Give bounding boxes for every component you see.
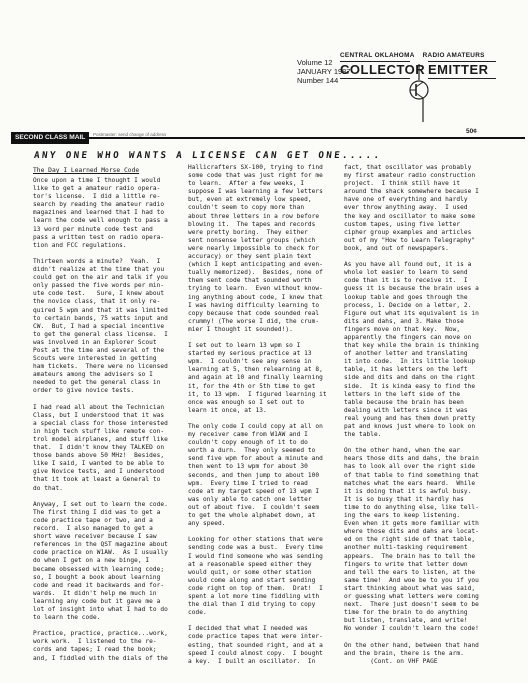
masthead-top-right: RADIO AMATEURS xyxy=(422,52,485,59)
article-column-3: fact, that oscillator was probably my first amateur radio construction project. I think still have it around the shack somewhere because I have one of everything and hardly ever throw anything away. I used the key and oscillator to make some custom tapes, using five letter cipher group examples and articles out of my "How to Learn Telegraphy" book, and out of newspapers. As you have all found out, it is a whole lot easier to learn to send code than it is to receive it. I guess it is because the brain uses a lookup table and goes through the process, 1. Decide on a letter, 2. Figure out what its equivalent is in dits and dahs, and 3. Make those fingers move on that key. Now, apparently the fingers can move on that key while the brain is thinking of another letter and translating it into code. In its little lookup table, it has letters on the left side and dits and dahs on the right side. It is kinda easy to find the letters in the left side of the table because the brain has been dealing with letters since it was real young and has them down pretty pat and knows just where to look on the table. On the other hand, when the ear hears those dits and dahs, the brain has to look all over the right side of that table to find something that matches what the ears heard. While it is doing that it is awful busy. It is so busy that it hardly has time to do anything else, like tell- ing the ears to keep listening. Even when it gets more familiar with where those dits and dahs are locat- ed on the right side of that table, another multi-tasking requirement appears. The brain has to tell the fingers to write that letter down and tell the ears to listen, at the same time! And woe be to you if you start thinking about what was said, or guessing what letters were coming next. There just doesn't seem to be time for the brain to do anything but listen, translate, and write! No wonder I couldn't learn the code! On the other hand, between that hand and the brain, there is the arm. (Cont. on VHF PAGE xyxy=(344,164,479,665)
headline: ANY ONE WHO WANTS A LICENSE CAN GET ONE..... xyxy=(33,150,383,161)
masthead-top xyxy=(340,52,485,59)
volume-line: Volume 12 xyxy=(297,58,333,67)
masthead-collector: COLLECTOR xyxy=(340,62,426,77)
article-column-1: Once upon a time I thought I would like to get a amateur radio opera- tor's license. I did a little re- search by reading the amateur radio magazines and learned that I had to learn the code well enough to pass a 13 word per minute code test and pass a written test on radio opera- tion and FCC regulations. Thirteen words a minute? Yeah. I didn't realize at the time that you could get on the air and talk if you only passed the five words per min- ute code test. Sure, I knew about the novice class, that it only re- quired 5 wpm and that it was limited to certain bands, 75 watts input and CW. But, I had a special incentive to get the general class license. I was involved in an Explorer Scout Post at the time and several of the Scouts were interested in getting ham tickets. There were no licensed amateurs among the advisers so I needed to get the general class in order to give novice tests. I had read all about the Technician Class, but I understood that it was a special class for those interested in high tech stuff like remote con- trol model airplanes, and stuff like that. I didn't know they TALKED on those bands above 50 MHz! Besides, like I said, I wanted to be able to give Novice tests, and I understood that it took at least a General to do that. Anyway, I set out to learn the code. The first thing I did was to get a code practice tape or two, and a record. I also managed to get a short wave receiver because I saw references in the QST magazine about code practice on W1AW. As I usually do when I get on a new binge, I became obsessed with learning code; so, I bought a book about learning code and read it backwards and for- wards. It didn't help me much in learning any code but it gave me a lot of insight into what I had to do to learn the code. Practice, practice, practice...work, work work. I listened to the re- cords and tapes; I read the book; and, I fiddled with the dials of the xyxy=(33,177,168,662)
date-line: JANUARY 1987 xyxy=(297,67,351,76)
mail-bar xyxy=(11,132,525,144)
masthead xyxy=(340,52,496,135)
article-column-2: Hallicrafters SX-100, trying to find some code that was just right for me to learn. After a few weeks, I suppose I was learning a few letters but, even at extremely low speed, couldn't seem to copy more than about three letters in a row before blowing it. The tapes and records were pretty boring. They either sent nonsense letter groups (which were nearly impossible to check for accuracy) or they sent plain text (which I kept anticipating and even- tually memorized). Besides, none of them sent code that sounded worth trying to learn. Even without know- ing anything about code, I knew that I was having difficulty learning to copy because that code sounded real crummy! (The worse I did, the crum- mier I thought it sounded!). I set out to learn 13 wpm so I started my serious practice at 13 wpm. I couldn't see any sense in learning at 5, then relearning at 8, and again at 10 and finally learning it, for the 4th or 5th time to get it, to 13 wpm. I figured learning it once was enough so I set out to learn it once, at 13. The only code I could copy at all on my receiver came from W1AW and I couldn't copy enough of it to do worth a durn. They only seemed to send five wpm for about a minute and then went to 13 wpm for about 30 seconds, and then jump to about 100 wpm. Every time I tried to read code at my target speed of 13 wpm I was only able to catch one letter out of about five. I couldn't seem to get the whole alphabet down, at any speed. Looking for other stations that were sending code was a bust. Every time I would find someone who was sending at a reasonable speed either they would quit, or some other station would come along and start sending code right on top of them. Drat! I spent a lot more time fiddling with the dial than I did trying to copy code. I decided that what I needed was code practice tapes that were inter- esting, that sounded right, and at a speed I could almost copy. I bought a key. I built an oscillator. In xyxy=(188,164,327,665)
price: 50¢ xyxy=(466,128,477,135)
masthead-emitter: EMITTER xyxy=(428,61,496,79)
masthead-top-left: CENTRAL OKLAHOMA xyxy=(340,52,415,59)
transistor-logo-icon xyxy=(408,64,430,122)
postmaster-note: Postmaster: send change of address xyxy=(93,132,167,137)
number-line: Number 144 xyxy=(297,76,339,85)
article-subhead: The Day I Learned Morse Code xyxy=(33,167,140,174)
second-class-mail-label: SECOND CLASS MAIL xyxy=(11,132,89,144)
